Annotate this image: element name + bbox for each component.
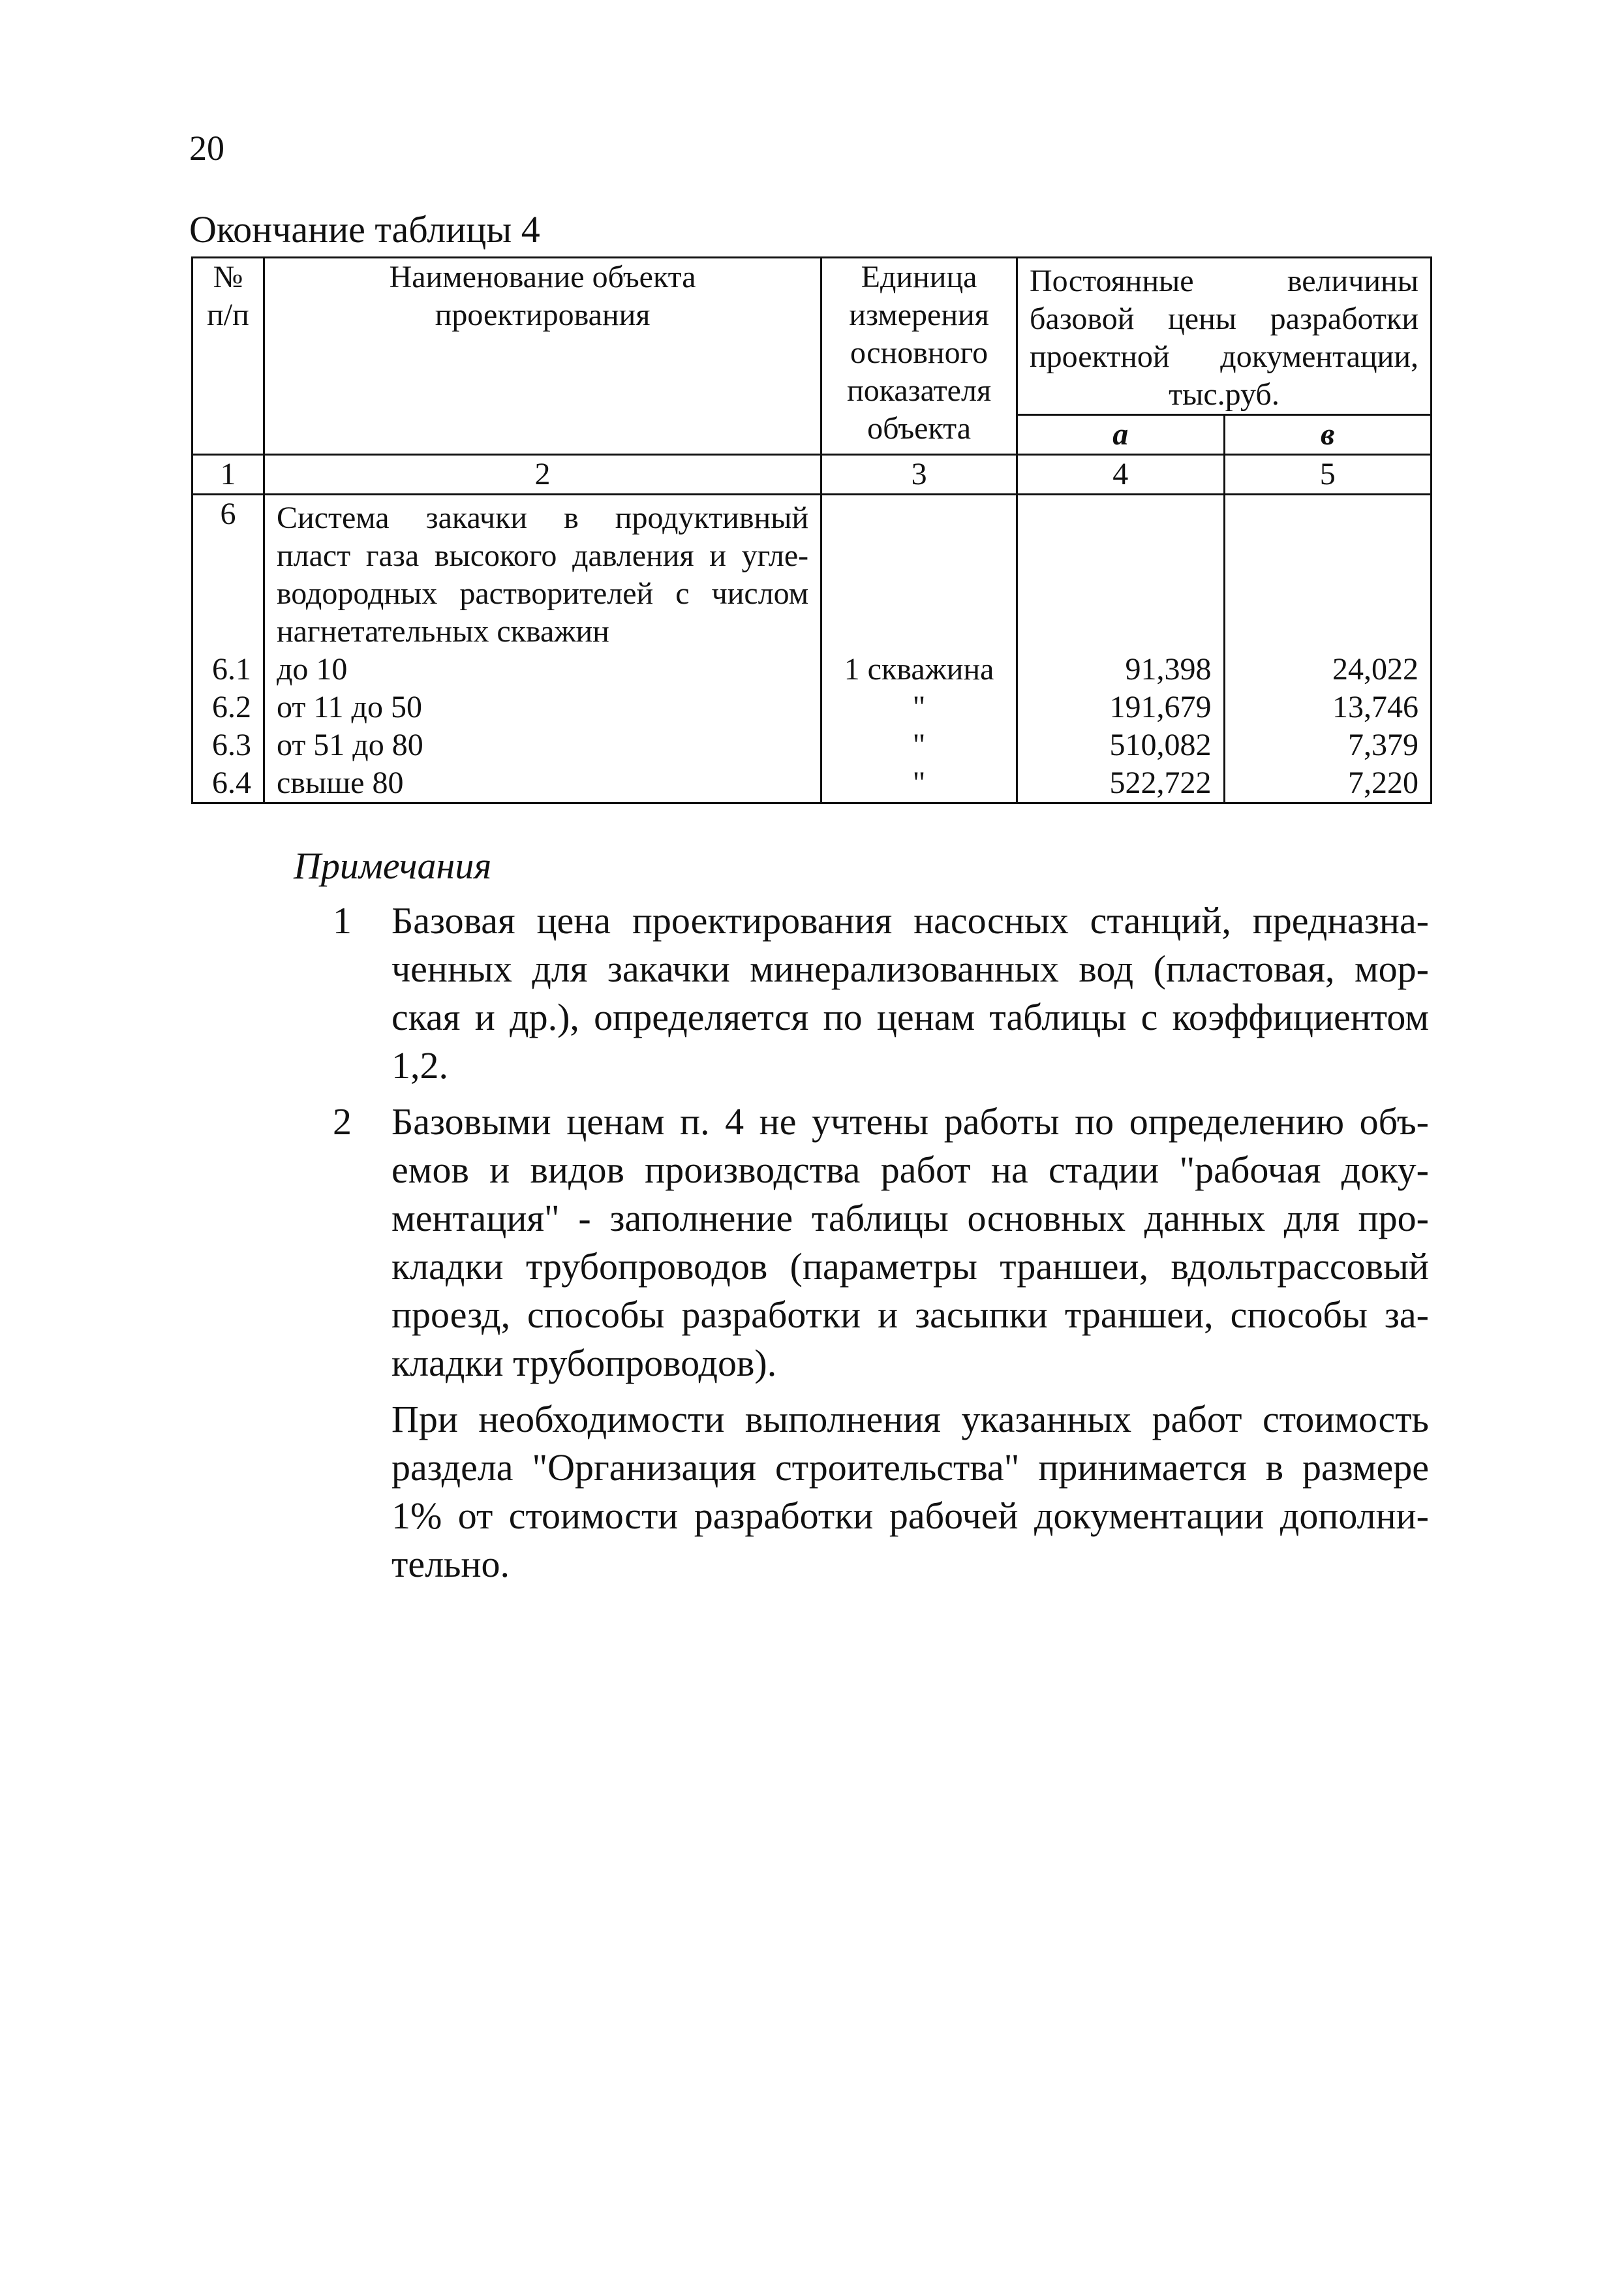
- row-unit: ": [821, 726, 1017, 764]
- note-text: Базовыми ценам п. 4 не учтены работы по определению объ- емов и видов производства работ на стадии "рабочая доку- ментация" - заполнение таблицы основных данных для про- кладки трубопроводов (параметры траншеи, вдольтрассовый проезд, способы разработки и засыпки траншеи, способы за- кладки трубопроводов).: [391, 1100, 1429, 1384]
- row-a: 91,398: [1017, 651, 1224, 689]
- page-number: 20: [189, 129, 224, 168]
- table-row: [192, 689, 1432, 726]
- header-no: № п/п: [192, 258, 264, 455]
- header-sub-b: в: [1224, 415, 1431, 455]
- row-a: 522,722: [1017, 764, 1224, 803]
- col-number: 5: [1224, 455, 1431, 495]
- table-row: [192, 651, 1432, 689]
- group-row: [192, 495, 1432, 651]
- row-unit: ": [821, 764, 1017, 803]
- table-caption: Окончание таблицы 4: [189, 208, 540, 251]
- row-b: 7,220: [1224, 764, 1431, 803]
- row-a: 510,082: [1017, 726, 1224, 764]
- row-b: 24,022: [1224, 651, 1431, 689]
- row-b: 7,379: [1224, 726, 1431, 764]
- table-row: [192, 726, 1432, 764]
- note-number: 1: [333, 899, 352, 942]
- row-name: от 51 до 80: [264, 726, 821, 764]
- row-name: свыше 80: [264, 764, 821, 803]
- column-numbers-row: [192, 455, 1432, 495]
- col-number: 3: [821, 455, 1017, 495]
- group-name: Система закачки в продуктивный пласт газа высокого давления и угле- водородных растворителей с числом нагнетательных скважин: [264, 495, 821, 651]
- row-unit: 1 скважина: [821, 651, 1017, 689]
- row-no: 6.1: [192, 651, 264, 689]
- header-sub-a: а: [1017, 415, 1224, 455]
- note-item: [294, 897, 1429, 1090]
- col-number: 4: [1017, 455, 1224, 495]
- col-number: 2: [264, 455, 821, 495]
- header-row: [192, 258, 1432, 415]
- table-row: [192, 764, 1432, 803]
- price-table: [191, 256, 1432, 804]
- notes-section: [294, 842, 1429, 1588]
- header-price: Постоянные величины базовой цены разработки проектной документации, тыс.руб.: [1017, 258, 1431, 415]
- row-no: 6.4: [192, 764, 264, 803]
- row-a: 191,679: [1017, 689, 1224, 726]
- row-no: 6.3: [192, 726, 264, 764]
- row-name: до 10: [264, 651, 821, 689]
- col-number: 1: [192, 455, 264, 495]
- row-unit: ": [821, 689, 1017, 726]
- note-item: [294, 1098, 1429, 1387]
- note-text: Базовая цена проектирования насосных станций, предназна- ченных для закачки минерализованных вод (пластовая, мор- ская и др.), определяется по ценам таблицы с коэффициентом 1,2.: [391, 899, 1429, 1087]
- row-name: от 11 до 50: [264, 689, 821, 726]
- header-unit: Единица измерения основного показателя объекта: [821, 258, 1017, 455]
- notes-title: Примечания: [294, 844, 492, 887]
- group-no: 6: [192, 495, 264, 651]
- header-name: Наименование объекта проектирования: [264, 258, 821, 455]
- note-continuation: При необходимости выполнения указанных работ стоимость раздела "Организация строительства" принимается в размере 1% от стоимости разработки рабочей документации дополни- тельно.: [391, 1398, 1429, 1585]
- note-number: 2: [333, 1100, 352, 1143]
- row-b: 13,746: [1224, 689, 1431, 726]
- row-no: 6.2: [192, 689, 264, 726]
